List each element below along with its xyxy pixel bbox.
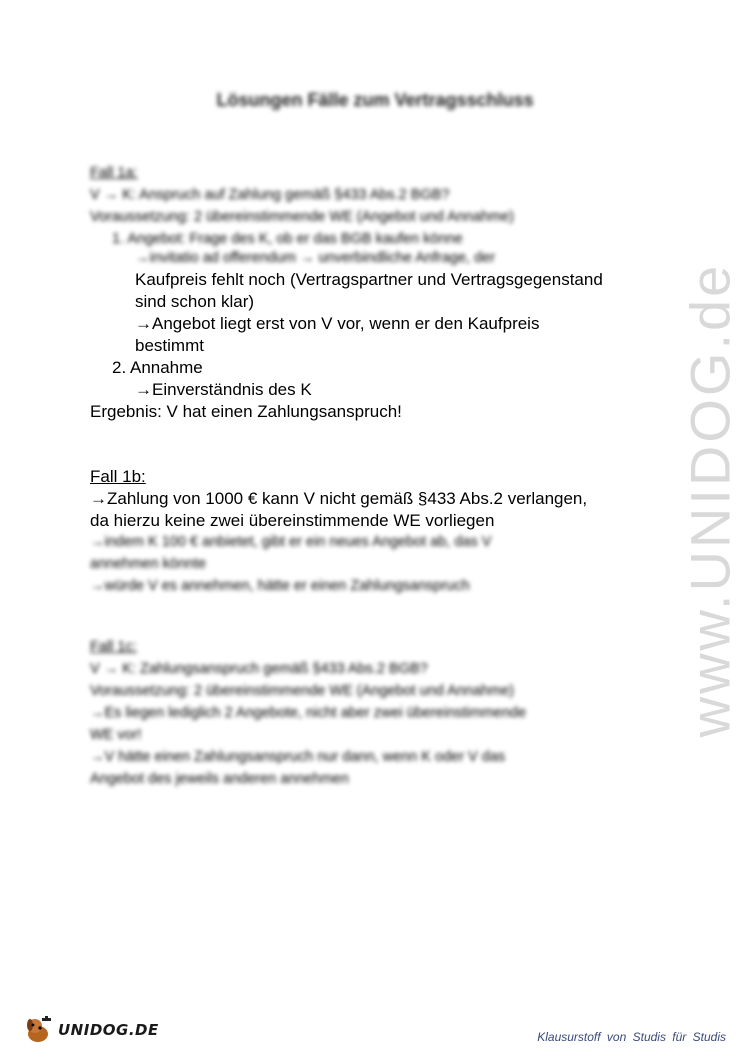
fall-1c-line-6: Angebot des jeweils anderen annehmen	[90, 771, 349, 787]
document-title: Lösungen Fälle zum Vertragsschluss	[216, 90, 534, 110]
fall-1a-item-2-sub	[135, 379, 715, 401]
fall-1c-line-5: →V hätte einen Zahlungsanspruch nur dann, wenn K oder V das	[90, 749, 506, 765]
fall-1a-result	[90, 401, 670, 423]
list-text: Annahme	[129, 358, 203, 377]
footer-logo	[22, 1012, 159, 1048]
fall-1a-item-2	[112, 357, 692, 379]
fall-1a-item-1-sub4: →Angebot liegt erst von V vor, wenn er den Kaufpreis	[135, 314, 540, 333]
fall-1a-item-2-sub1: →Einverständnis des K	[135, 380, 312, 399]
fall-1c-heading: Fall 1c:	[90, 639, 137, 655]
list-number: 1.	[112, 231, 125, 247]
fall-1b-line-1: →Zahlung von 1000 € kann V nicht gemäß §433 Abs.2 verlangen,	[90, 489, 588, 508]
footer-tagline: Klausurstoff von Studis für Studis	[537, 1030, 726, 1044]
dog-logo-icon	[22, 1014, 54, 1046]
fall-1b-section	[90, 466, 670, 532]
logo-text: UNIDOG.DE	[58, 1021, 159, 1039]
fall-1a-clear	[135, 269, 695, 357]
fall-1b-line-2: da hierzu keine zwei übereinstimmende WE vorliegen	[90, 511, 495, 530]
fall-1a-heading: Fall 1a:	[90, 165, 138, 181]
fall-1a-item-1-sub5: bestimmt	[135, 336, 204, 355]
fall-1c-line-1: V → K: Zahlungsanspruch gemäß §433 Abs.2 BGB?	[90, 661, 428, 677]
fall-1a-item-1-sub1: →invitatio ad offerendum → unverbindliche Anfrage, der	[135, 250, 496, 266]
fall-1c-section	[90, 636, 670, 790]
fall-1b-line-3: →indem K 100 € anbietet, gibt er ein neues Angebot ab, das V	[90, 534, 492, 550]
fall-1a-section	[90, 162, 670, 272]
fall-1c-line-4: WE vor!	[90, 727, 142, 743]
fall-1c-line-3: →Es liegen lediglich 2 Angebote, nicht aber zwei übereinstimmende	[90, 705, 527, 721]
fall-1a-requirement: Voraussetzung: 2 übereinstimmende WE (Angebot und Annahme)	[90, 209, 514, 225]
list-text: Angebot: Frage des K, ob er das BGB kaufen könne	[127, 231, 463, 247]
fall-1b-line-4: annehmen könnte	[90, 556, 207, 572]
watermark: www.UNIDOG.de	[678, 262, 742, 738]
fall-1b-blurred	[90, 531, 670, 597]
fall-1a-claim: V → K: Anspruch auf Zahlung gemäß §433 Abs.2 BGB?	[90, 187, 450, 203]
fall-1a-result-text: Ergebnis: V hat einen Zahlungsanspruch!	[90, 402, 402, 421]
fall-1c-line-2: Voraussetzung: 2 übereinstimmende WE (Angebot und Annahme)	[90, 683, 514, 699]
list-number: 2.	[112, 358, 127, 377]
fall-1b-line-5: →würde V es annehmen, hätte er einen Zahlungsanspruch	[90, 578, 470, 594]
fall-1a-item-1-sub3: sind schon klar)	[135, 292, 255, 311]
fall-1a-item-1-sub2: Kaufpreis fehlt noch (Vertragspartner und Vertragsgegenstand	[135, 270, 603, 289]
fall-1b-heading: Fall 1b:	[90, 467, 146, 486]
